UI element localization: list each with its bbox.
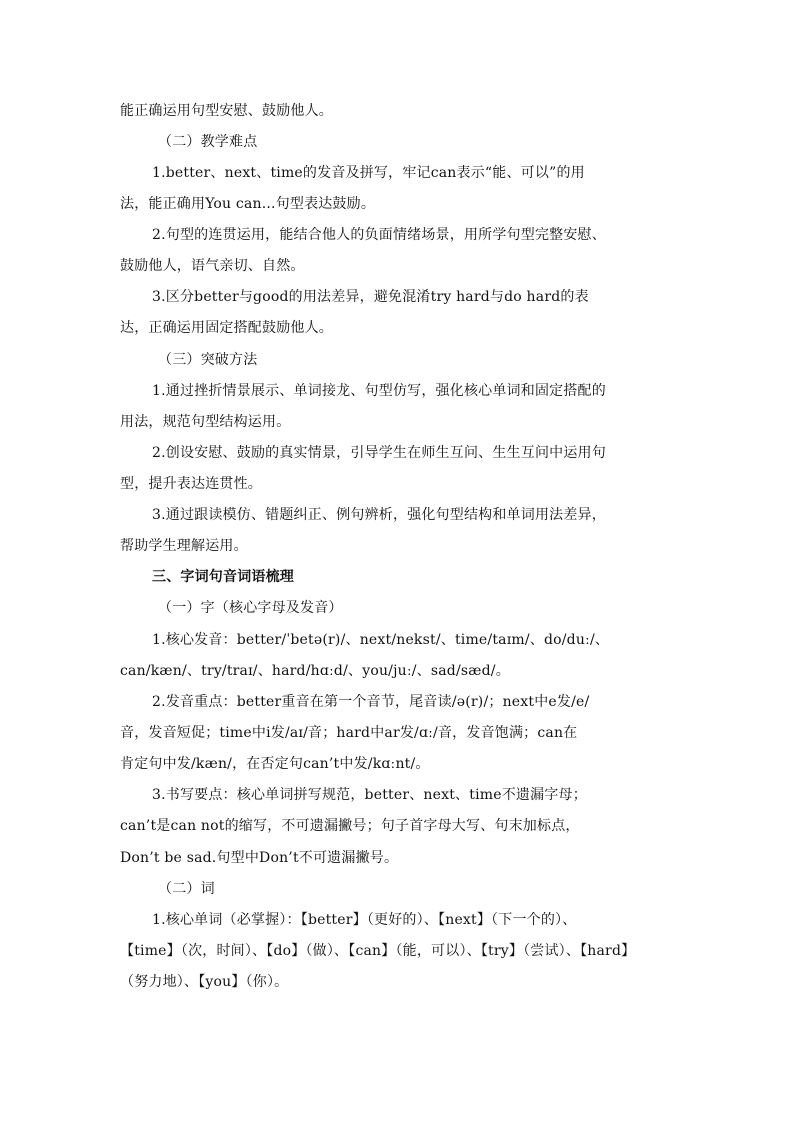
subheading: （二）教学难点 xyxy=(158,134,258,150)
paragraph-line: 1.better、next、time的发音及拼写，牢记can表示“能、可以”的用 xyxy=(152,165,585,181)
paragraph-line: can/kæn/、try/traɪ/、hard/hɑːd/、you/juː/、sad/sæd/。 xyxy=(120,663,510,679)
paragraph-line: 达，正确运用固定搭配鼓励他人。 xyxy=(120,320,333,336)
paragraph-line: 【time】（次，时间）、【do】（做）、【can】（能，可以）、【try】（尝试）、【hard】 xyxy=(120,943,636,959)
paragraph-line: 音，发音短促；time中i发/aɪ/音；hard中ar发/ɑː/音，发音饱满；can在 xyxy=(120,725,578,741)
paragraph-line: 1.核心发音：better/ˈbetə(r)/、next/nekst/、time/taɪm/、do/duː/、 xyxy=(152,632,610,648)
paragraph-line: 1.通过挫折情景展示、单词接龙、句型仿写，强化核心单词和固定搭配的 xyxy=(152,383,606,399)
paragraph-line: Don’t be sad.句型中Don’t不可遗漏撇号。 xyxy=(120,850,399,866)
subheading: （三）突破方法 xyxy=(158,352,258,368)
paragraph-line: 2.创设安慰、鼓励的真实情景，引导学生在师生互问、生生互问中运用句 xyxy=(152,445,606,461)
paragraph-line: 能正确运用句型安慰、鼓励他人。 xyxy=(120,103,333,119)
subheading: （二）词 xyxy=(158,881,215,897)
paragraph-line: （努力地）、【you】（你）。 xyxy=(120,974,289,990)
paragraph-line: 肯定句中发/kæn/，在否定句can’t中发/kɑːnt/。 xyxy=(120,756,430,772)
paragraph-line: 帮助学生理解运用。 xyxy=(120,538,248,554)
paragraph-line: 2.句型的连贯运用，能结合他人的负面情绪场景，用所学句型完整安慰、 xyxy=(152,227,606,243)
paragraph-line: 3.区分better与good的用法差异，避免混淆try hard与do hard的表 xyxy=(152,289,589,305)
paragraph-line: 用法，规范句型结构运用。 xyxy=(120,414,291,430)
paragraph-line: 3.通过跟读模仿、错题纠正、例句辨析，强化句型结构和单词用法差异， xyxy=(152,507,606,523)
subheading: （一）字（核心字母及发音） xyxy=(158,600,343,616)
section-heading: 三、字词句音词语梳理 xyxy=(152,569,294,585)
paragraph-line: 法，能正确用You can...句型表达鼓励。 xyxy=(120,196,376,212)
paragraph-line: 3.书写要点：核心单词拼写规范，better、next、time不遗漏字母； xyxy=(152,787,587,803)
paragraph-line: 型，提升表达连贯性。 xyxy=(120,476,262,492)
paragraph-line: 2.发音重点：better重音在第一个音节，尾音读/ə(r)/；next中e发/e/ xyxy=(152,694,590,710)
paragraph-line: 1.核心单词（必掌握）：【better】（更好的）、【next】（下一个的）、 xyxy=(152,912,577,928)
paragraph-line: can’t是can not的缩写，不可遗漏撇号；句子首字母大写、句末加标点， xyxy=(120,818,580,834)
paragraph-line: 鼓励他人，语气亲切、自然。 xyxy=(120,258,305,274)
